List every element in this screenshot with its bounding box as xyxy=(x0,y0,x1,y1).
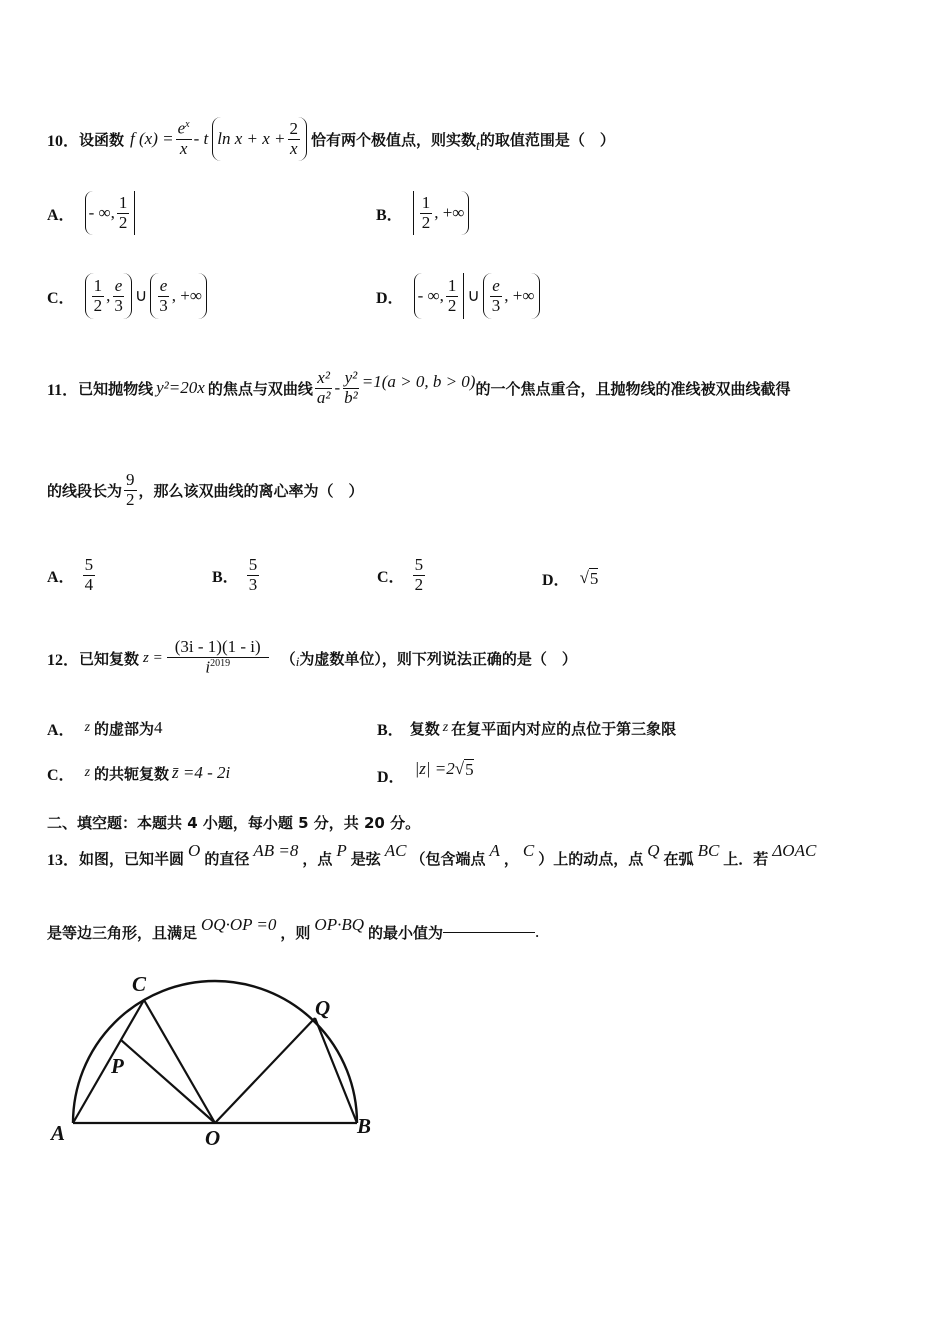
q13-line2-run: ，则 xyxy=(280,923,311,942)
q13-line1-run: ，点 xyxy=(302,849,333,868)
q13-line1-run: Q xyxy=(647,841,660,860)
q13-line1-run: P xyxy=(336,841,347,860)
q10-option-c[interactable]: C． $\frac{1}{2}$ , $\frac{e}{3}$ ∪ $\frac{e}{3}$ , +∞ xyxy=(47,272,207,320)
q10-lead: 设函数 xyxy=(79,130,125,149)
q10-tail2: 的取值范围是（ ） xyxy=(479,130,615,149)
q12-option-a[interactable]: A． z 的虚部为 4 xyxy=(47,718,163,739)
q10-paren: ln x + x + $\frac{2}{x}$ xyxy=(212,117,307,161)
q13-line1-run: （包含端点 xyxy=(410,849,486,868)
q13-line1-run: C xyxy=(522,841,535,860)
label-o: O xyxy=(205,1126,221,1145)
q10-frac-ex: $\frac{e^x}{x}$ xyxy=(177,119,190,158)
segment-po xyxy=(121,1040,215,1123)
label-q: Q xyxy=(315,996,331,1020)
q13-line1-run: 是弦 xyxy=(350,849,381,868)
q13-line1-run: O xyxy=(188,841,201,860)
q11-stem-line2: 的线段长为 $\frac{9}{2}$ ，那么该双曲线的离心率为（ ） xyxy=(47,469,364,509)
q10-t: t xyxy=(476,139,480,154)
q11-option-a[interactable]: A． $\frac{5}{4}$ xyxy=(47,554,94,594)
q13-line1-run: ΔOAC xyxy=(772,841,817,860)
q11-option-d[interactable]: D． √ 5 xyxy=(542,568,599,589)
answer-blank[interactable] xyxy=(443,932,535,933)
q13-line2-run: OP·BQ xyxy=(314,915,364,934)
q11-option-c[interactable]: C． $\frac{5}{2}$ xyxy=(377,554,424,594)
q10-stem xyxy=(47,114,615,164)
q13-line1-run: 如图，已知半圆 xyxy=(79,849,185,868)
q10-func: f (x) = xyxy=(130,129,174,148)
semicircle-figure xyxy=(45,965,385,1145)
q10-option-b[interactable]: B． $\frac{1}{2}$ , +∞ xyxy=(376,190,469,236)
q13-line2: 是等边三角形，且满足 OQ·OP =0 ，则 OP·BQ 的最小值为 . xyxy=(47,915,540,942)
q11-option-b[interactable]: B． $\frac{5}{3}$ xyxy=(212,554,258,594)
q13-line1-run: 的直径 xyxy=(204,849,250,868)
q13-line1-run: BC xyxy=(697,841,720,860)
q13-line1-run: AB =8 xyxy=(253,841,299,860)
q13-line1-run: ， xyxy=(503,849,519,868)
segment-co xyxy=(144,1000,215,1123)
q13-line1-run: 在弧 xyxy=(663,849,694,868)
q12-stem: 12． 已知复数 z = $\frac{(3i - 1)(1 - i)}{i^{2019}}$ （ i 为虚数单位），则下列说法正确的是（ ） xyxy=(47,637,577,677)
segment-oq xyxy=(215,1018,315,1123)
q13-line1-run: ）上的动点，点 xyxy=(538,849,644,868)
q12-option-b[interactable]: B． 复数 z 在复平面内对应的点位于第三象限 xyxy=(377,719,677,739)
q10-option-d[interactable]: D． - ∞, $\frac{1}{2}$ ∪ $\frac{e}{3}$ , +∞ xyxy=(376,272,540,320)
q12-option-c[interactable]: C． z 的共轭复数 z̄ =4 - 2i xyxy=(47,763,231,784)
q10-tail: 恰有两个极值点，则实数 xyxy=(311,130,477,149)
section-heading: 二、填空题：本题共 4 小题，每小题 5 分，共 20 分。 xyxy=(47,814,421,832)
q13-line1-run: 上．若 xyxy=(723,849,769,868)
chord-ac xyxy=(73,1000,144,1123)
q11-stem-line1: 11． 已知抛物线 y²=20x 的焦点与双曲线 $\frac{\text{x²}}{\text{a²}}$ - $\frac{\text{y²}}{\text{b²}}$ =1(a > 0, b > 0) 的一个焦点重合，且抛物线的准线被双曲线截得 xyxy=(47,367,791,407)
q13-line1: 13． 如图，已知半圆 O 的直径 AB =8 ，点 P 是弦 AC （包含端点 A ， C ）上的动点，点 Q 在弧 BC 上．若 ΔOAC xyxy=(47,841,817,869)
q10-number: 10． xyxy=(47,132,80,150)
segment-qb xyxy=(315,1018,357,1123)
q10-minus-t: - t xyxy=(193,129,209,148)
label-a: A xyxy=(51,1121,66,1145)
q12-option-d[interactable]: D． |z| =2 √ 5 xyxy=(377,759,474,786)
label-p: P xyxy=(111,1054,124,1078)
label-c: C xyxy=(132,972,147,996)
q13-line2-run: 的最小值为 xyxy=(368,923,444,942)
q13-line2-run: OQ·OP =0 xyxy=(201,915,277,934)
q13-line2-run: 是等边三角形，且满足 xyxy=(47,923,198,942)
q10-option-a[interactable]: A． - ∞, $\frac{1}{2}$ xyxy=(47,190,135,236)
q11-parabola: y²=20x xyxy=(156,378,205,397)
label-b: B xyxy=(357,1114,372,1138)
q13-line1-run: A xyxy=(489,841,500,860)
q13-line1-run: AC xyxy=(384,841,407,860)
